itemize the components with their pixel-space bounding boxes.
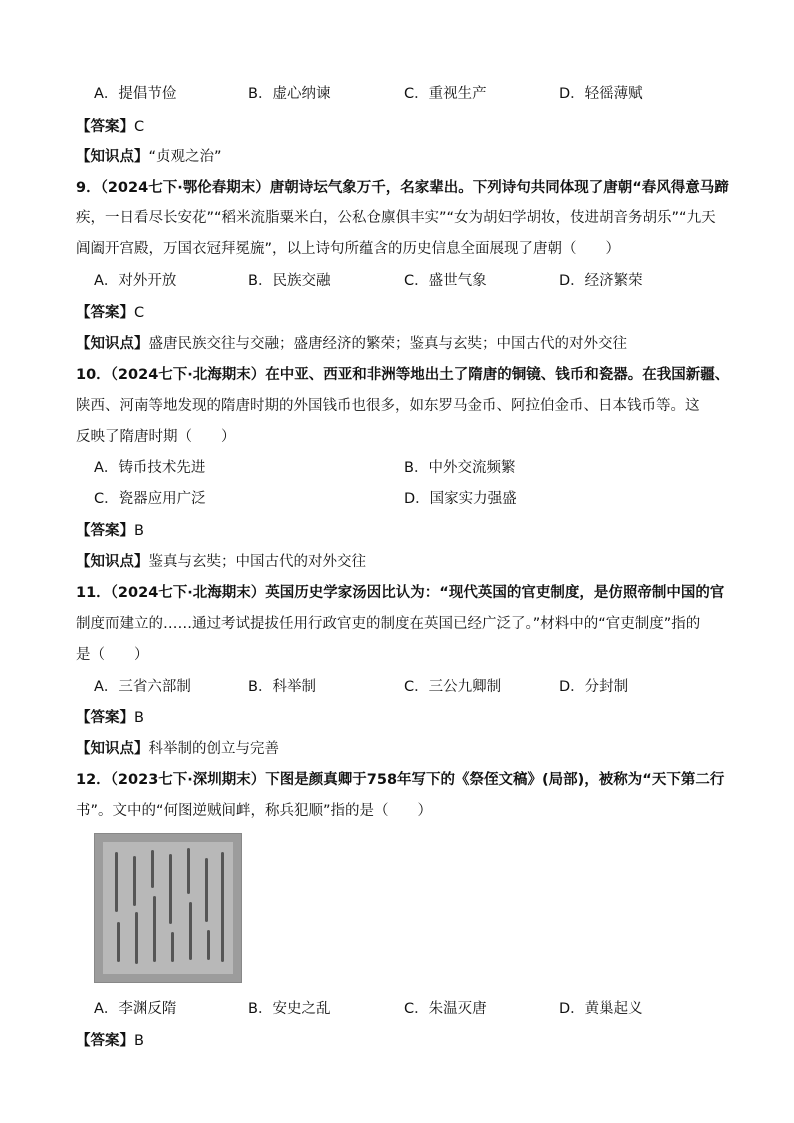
q9-knowledge-point (76, 332, 627, 353)
q10-stem-line-1: 10．（2024七下·北海期末）在中亚、西亚和非洲等地出土了隋唐的铜镜、钱币和瓷器。在我国新疆、 (76, 367, 730, 383)
q9-options (94, 269, 734, 289)
q10-stem-line-2: 陕西、河南等地发现的隋唐时期的外国钱币也很多，如东罗马金币、阿拉伯金币、日本钱币等。这 (76, 398, 700, 414)
q11-stem-line-1: 11．（2024七下·北海期末）英国历史学家汤因比认为：“现代英国的官吏制度，是仿照帝制中国的官 (76, 585, 725, 601)
q11-knowledge-point (76, 737, 279, 758)
answer-value: B (134, 710, 144, 726)
q11-option-a: A．三省六部制 (94, 679, 191, 695)
q9-option-b: B．民族交融 (248, 273, 331, 289)
q11-options (94, 675, 734, 695)
q12-option-c: C．朱温灭唐 (404, 1001, 487, 1017)
q9-stem-line-1: 9．（2024七下·鄂伦春期末）唐朝诗坛气象万千，名家辈出。下列诗句共同体现了唐朝“春风得意马蹄 (76, 180, 729, 196)
q11-stem-line-2: 制度而建立的……通过考试提拔任用行政官吏的制度在英国已经广泛了。”材料中的“官吏制度”指的 (76, 616, 701, 632)
q11-option-b: B．科举制 (248, 679, 316, 695)
q8-knowledge-point (76, 145, 222, 166)
q12-option-a: A．李渊反隋 (94, 1001, 177, 1017)
q10-answer (76, 519, 144, 540)
q11-stem-line-3: 是（ ） (76, 647, 149, 663)
q9-stem-line-3: 阊阖开宫殿，万国衣冠拜冕旒”，以上诗句所蕴含的历史信息全面展现了唐朝（ ） (76, 241, 621, 257)
knowledge-point-value: “贞观之治” (148, 149, 222, 165)
q9-option-c: C．盛世气象 (404, 273, 487, 289)
q9-option-a: A．对外开放 (94, 273, 177, 289)
q8-option-b: B．虚心纳谏 (248, 86, 331, 102)
knowledge-point-label: 【知识点】 (76, 554, 149, 570)
answer-label: 【答案】 (76, 523, 134, 539)
knowledge-point-label: 【知识点】 (76, 741, 149, 757)
q11-answer (76, 706, 144, 727)
q12-stem-line-1: 12．（2023七下·深圳期末）下图是颜真卿于758年写下的《祭侄文稿》(局部)，被称为“天下第二行 (76, 772, 725, 788)
q9-option-d: D．经济繁荣 (559, 273, 643, 289)
q10-option-c: C．瓷器应用广泛 (94, 491, 206, 507)
q8-option-a: A．提倡节俭 (94, 86, 177, 102)
q8-option-d: D．轻徭薄赋 (559, 86, 643, 102)
q11-option-d: D．分封制 (559, 679, 629, 695)
q10-option-a: A．铸币技术先进 (94, 460, 206, 476)
q9-stem-line-2: 疾，一日看尽长安花”“稻米流脂粟米白，公私仓廪俱丰实”“女为胡妇学胡妆，伎进胡音务胡乐”“九天 (76, 210, 716, 226)
answer-label: 【答案】 (76, 710, 134, 726)
q10-option-d: D．国家实力强盛 (404, 491, 517, 507)
q10-options-row-2 (94, 487, 734, 507)
q12-option-d: D．黄巢起义 (559, 1001, 643, 1017)
q9-answer (76, 301, 144, 322)
knowledge-point-value: 科举制的创立与完善 (148, 741, 279, 757)
q10-options-row-1 (94, 456, 734, 476)
answer-value: B (134, 1033, 144, 1049)
q10-stem-line-3: 反映了隋唐时期（ ） (76, 429, 236, 445)
q8-option-c: C．重视生产 (404, 86, 487, 102)
answer-value: C (134, 305, 145, 321)
q10-knowledge-point (76, 550, 366, 571)
q12-stem-line-2: 书”。文中的“何图逆贼间衅，称兵犯顺”指的是（ ） (76, 803, 433, 819)
q8-options (94, 82, 734, 102)
knowledge-point-label: 【知识点】 (76, 336, 149, 352)
calligraphy-image (94, 833, 242, 983)
q12-option-b: B．安史之乱 (248, 1001, 331, 1017)
knowledge-point-label: 【知识点】 (76, 149, 149, 165)
knowledge-point-value: 盛唐民族交往与交融；盛唐经济的繁荣；鉴真与玄奘；中国古代的对外交往 (148, 336, 627, 352)
q10-option-b: B．中外交流频繁 (404, 460, 516, 476)
knowledge-point-value: 鉴真与玄奘；中国古代的对外交往 (148, 554, 366, 570)
answer-value: B (134, 523, 144, 539)
q12-answer (76, 1029, 144, 1050)
q11-option-c: C．三公九卿制 (404, 679, 502, 695)
answer-label: 【答案】 (76, 1033, 134, 1049)
answer-label: 【答案】 (76, 119, 134, 135)
answer-value: C (134, 119, 145, 135)
answer-label: 【答案】 (76, 305, 134, 321)
q12-options (94, 997, 734, 1017)
q8-answer (76, 115, 144, 136)
